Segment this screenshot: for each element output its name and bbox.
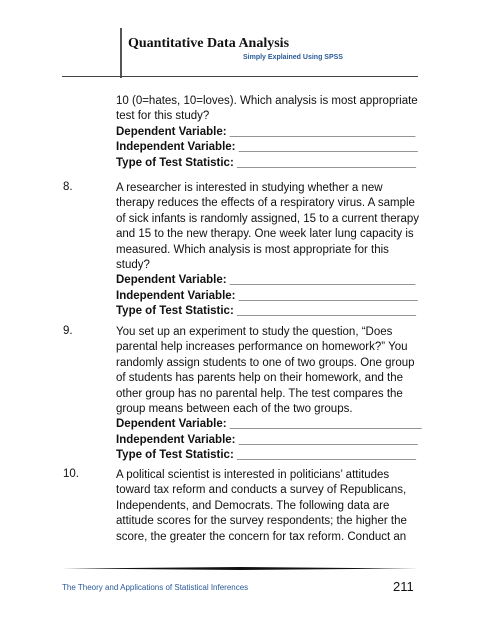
test-statistic-field: Type of Test Statistic: ____________________________ <box>116 156 417 169</box>
page-header-title: Quantitative Data Analysis <box>128 36 290 51</box>
page-number: 211 <box>393 579 414 594</box>
question-7-continuation <box>116 94 416 171</box>
question-8-number: 8. <box>63 181 73 193</box>
question-text-line: A political scientist is interested in politicians’ attitudes <box>116 469 390 481</box>
header-vertical-rule <box>120 28 122 78</box>
test-statistic-field: Type of Test Statistic: ____________________________ <box>116 305 417 318</box>
footer-divider <box>62 567 418 570</box>
question-text-line: You set up an experiment to study the question, “Does <box>116 326 393 338</box>
question-10-number: 10. <box>63 468 79 480</box>
question-text-line: A researcher is interested in studying whether a new <box>116 182 383 194</box>
dependent-variable-field: Dependent Variable: _____________________________ <box>116 125 416 138</box>
question-text-line: 10 (0=hates, 10=loves). Which analysis is most appropriate <box>116 95 418 107</box>
question-9-number: 9. <box>63 325 73 337</box>
independent-variable-field: Independent Variable: ____________________________ <box>116 433 418 446</box>
question-text-line: attitude scores for the survey respondents; the higher the <box>116 515 407 528</box>
question-9 <box>116 325 422 464</box>
question-text-line: other group has no parental help. The test compares the <box>116 387 403 400</box>
question-text-line: therapy reduces the effects of a respiratory virus. A sample <box>116 197 415 210</box>
test-statistic-field: Type of Test Statistic: ____________________________ <box>116 449 417 462</box>
footer-book-title: The Theory and Applications of Statistical Inferences <box>62 583 249 592</box>
header-divider <box>62 76 418 77</box>
independent-variable-field: Independent Variable: ____________________________ <box>116 141 418 154</box>
question-text-line: measured. Which analysis is most appropriate for this <box>116 243 389 256</box>
question-text-line: study? <box>116 259 150 272</box>
question-text-line: and 15 to the new therapy. One week later lung capacity is <box>116 228 414 241</box>
independent-variable-field: Independent Variable: ____________________________ <box>116 289 418 302</box>
question-text-line: toward tax reform and conducts a survey of Republicans, <box>116 484 407 497</box>
question-text-line: group means between each of the two groups. <box>116 403 353 416</box>
dependent-variable-field: Dependent Variable: _____________________________ <box>116 274 416 287</box>
question-text-line: of sick infants is randomly assigned, 15 to a current therapy <box>116 212 419 225</box>
dependent-variable-field: Dependent Variable: ______________________________ <box>116 418 422 431</box>
question-text-line: Independents, and Democrats. The following data are <box>116 499 390 512</box>
question-text-line: score, the greater the concern for tax reform. Conduct an <box>116 530 407 543</box>
question-8 <box>116 181 419 320</box>
question-text-line: test for this study? <box>116 110 210 123</box>
question-text-line: of students has parents help on their homework, and the <box>116 372 404 385</box>
page-header-subtitle: Simply Explained Using SPSS <box>243 54 343 61</box>
question-text-line: randomly assign students to one of two groups. One group <box>116 356 415 369</box>
question-10 <box>116 468 416 545</box>
question-text-line: parental help increases performance on homework?” You <box>116 341 408 354</box>
